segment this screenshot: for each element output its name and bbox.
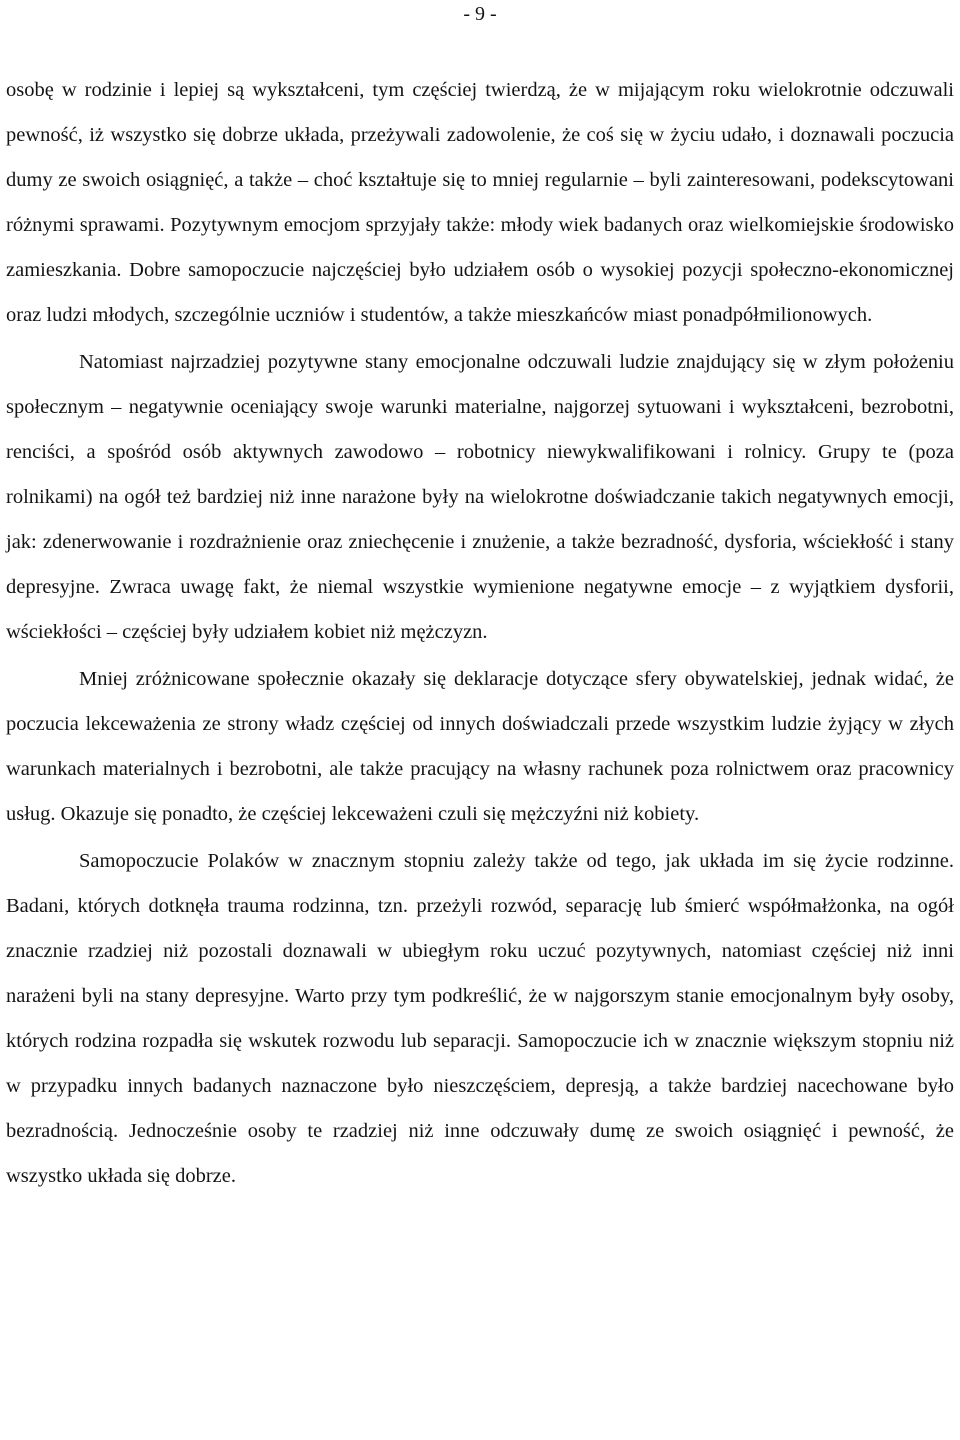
paragraph-3: Mniej zróżnicowane społecznie okazały się deklaracje dotyczące sfery obywatelskiej, jednak widać, że poczucia lekceważenia ze strony władz częściej od innych doświadczali przede wszystkim ludzie żyjący w złych warunkach materialnych i bezrobotni, ale także pracujący na własny rachunek poza rolnictwem oraz pracownicy usług. Okazuje się ponadto, że częściej lekceważeni czuli się mężczyźni niż kobiety. xyxy=(6,668,954,825)
paragraph-2: Natomiast najrzadziej pozytywne stany emocjonalne odczuwali ludzie znajdujący się w złym położeniu społecznym – negatywnie oceniający swoje warunki materialne, najgorzej sytuowani i wykształceni, bezrobotni, renciści, a spośród osób aktywnych zawodowo – robotnicy niewykwalifikowani i rolnicy. Grupy te (poza rolnikami) na ogół też bardziej niż inne narażone były na wielokrotne doświadczanie takich negatywnych emocji, jak: zdenerwowanie i rozdrażnienie oraz zniechęcenie i znużenie, a także bezradność, dysforia, wściekłość i stany depresyjne. Zwraca uwagę fakt, że niemal wszystkie wymienione negatywne emocje – z wyjątkiem dysforii, wściekłości – częściej były udziałem kobiet niż mężczyzn. xyxy=(6,351,954,643)
paragraph-1: osobę w rodzinie i lepiej są wykształceni, tym częściej twierdzą, że w mijającym roku wielokrotnie odczuwali pewność, iż wszystko się dobrze układa, przeżywali zadowolenie, że coś się w życiu udało, i doznawali poczucia dumy ze swoich osiągnięć, a także – choć kształtuje się to mniej regularnie – byli zainteresowani, podekscytowani różnymi sprawami. Pozytywnym emocjom sprzyjały także: młody wiek badanych oraz wielkomiejskie środowisko zamieszkania. Dobre samopoczucie najczęściej było udziałem osób o wysokiej pozycji społeczno-ekonomicznej oraz ludzi młodych, szczególnie uczniów i studentów, a także mieszkańców miast ponadpółmilionowych. xyxy=(6,79,954,326)
paragraph-4: Samopoczucie Polaków w znacznym stopniu zależy także od tego, jak układa im się życie rodzinne. Badani, których dotknęła trauma rodzinna, tzn. przeżyli rozwód, separację lub śmierć współmałżonka, na ogół znacznie rzadziej niż pozostali doznawali w ubiegłym roku uczuć pozytywnych, natomiast częściej niż inni narażeni byli na stany depresyjne. Warto przy tym podkreślić, że w najgorszym stanie emocjonalnym były osoby, których rodzina rozpadła się wskutek rozwodu lub separacji. Samopoczucie ich w znacznie większym stopniu niż w przypadku innych badanych naznaczone było nieszczęściem, depresją, a także bardziej nacechowane było bezradnością. Jednocześnie osoby te rzadziej niż inne odczuwały dumę ze swoich osiągnięć i pewność, że wszystko układa się dobrze. xyxy=(6,850,954,1187)
document-body xyxy=(6,68,954,1199)
page-number: - 9 - xyxy=(463,3,497,25)
